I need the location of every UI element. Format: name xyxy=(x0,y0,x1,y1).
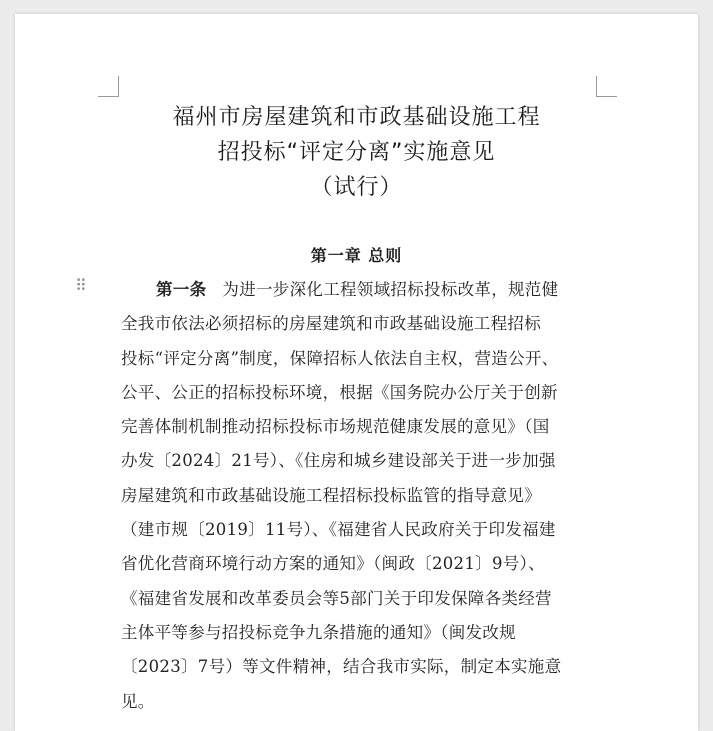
paragraph-line: 办发〔2024〕21号）、《住房和城乡建设部关于进一步加强 xyxy=(121,451,556,471)
margin-corner-mark-left xyxy=(98,76,119,97)
paragraph-line: 房屋建筑和市政基础设施工程招标投标监管的指导意见》 xyxy=(121,485,541,505)
paragraph-line xyxy=(121,278,599,312)
paragraph-line: 全我市依法必须招标的房屋建筑和市政基础设施工程招标 xyxy=(121,314,541,334)
paragraph-line: （建市规〔2019〕11号）、《福建省人民政府关于印发福建 xyxy=(121,520,556,540)
paragraph-line-text: 为进一步深化工程领域招标投标改革，规范健 xyxy=(222,280,559,299)
paragraph-line: 公平、公正的招标投标环境，根据《国务院办公厅关于创新 xyxy=(121,382,558,402)
margin-corner-mark-right xyxy=(596,76,617,97)
document-title-line-2: 招投标“评定分离”实施意见 xyxy=(217,140,496,165)
paragraph-line: 《福建省发展和改革委员会等5部门关于印发保障各类经营 xyxy=(121,588,552,608)
paragraph-line: 主体平等参与招投标竞争九条措施的通知》（闽发改规 xyxy=(121,622,516,642)
paragraph-line: 完善体制机制推动招标投标市场规范健康发展的意见》（国 xyxy=(121,417,550,437)
chapter-heading: 第一章 总则 xyxy=(310,246,403,265)
document-page xyxy=(15,14,698,731)
paragraph-line: 投标“评定分离”制度，保障招标人依法自主权，营造公开、 xyxy=(121,348,559,368)
article-label: 第一条 xyxy=(156,280,207,299)
paragraph-line: 省优化营商环境行动方案的通知》（闽政〔2021〕9号）、 xyxy=(121,554,545,574)
paragraph-line: 〔2023〕7号）等文件精神，结合我市实际，制定本实施意 xyxy=(121,657,562,677)
paragraph-line: 见。 xyxy=(121,691,155,711)
drag-handle-icon[interactable]: ⠿ xyxy=(75,276,88,295)
document-title-line-1: 福州市房屋建筑和市政基础设施工程 xyxy=(172,105,541,130)
article-paragraph[interactable] xyxy=(121,278,599,724)
document-title-line-3: （试行） xyxy=(310,175,403,200)
